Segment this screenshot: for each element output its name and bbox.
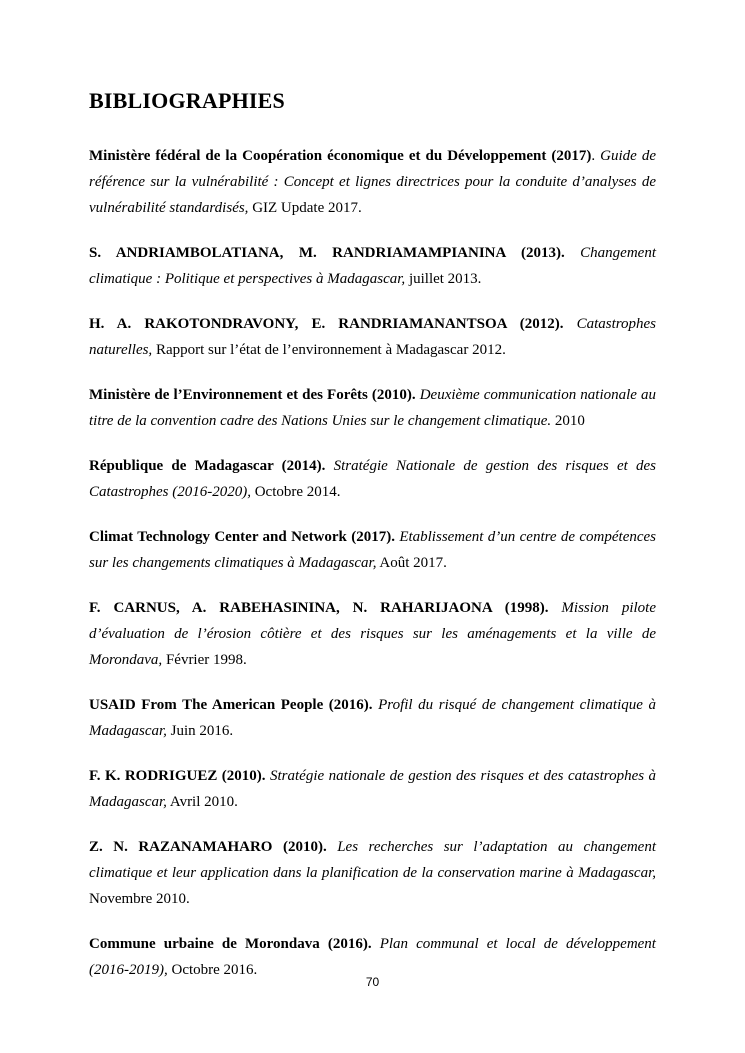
entry-title: Etablissement d’un centre de compétences sur les changements climatiques à Madagascar,	[89, 529, 657, 571]
entry-author: Ministère fédéral de la Coopération économique et du Développement (2017)	[89, 148, 592, 164]
entry-author: S. ANDRIAMBOLATIANA, M. RANDRIAMAMPIANINA (2013).	[89, 245, 565, 261]
entry-title: Catastrophes naturelles,	[89, 316, 657, 358]
bibliography-entry	[89, 382, 656, 434]
page-number: 70	[365, 975, 380, 989]
bibliography-entry	[89, 453, 656, 505]
entry-details: Octobre 2014.	[250, 484, 341, 500]
entry-author: F. CARNUS, A. RABEHASININA, N. RAHARIJAONA (1998).	[89, 600, 549, 616]
entry-author: Z. N. RAZANAMAHARO (2010).	[89, 839, 327, 855]
bibliography-entry	[89, 524, 656, 576]
entry-details: Novembre 2010.	[89, 891, 190, 907]
entry-details: Octobre 2016.	[167, 962, 258, 978]
entry-separator	[565, 245, 580, 261]
page-title: BIBLIOGRAPHIES	[89, 88, 285, 113]
bibliography-entry	[89, 311, 656, 363]
bibliography-list	[89, 143, 656, 983]
entry-details: Août 2017.	[376, 555, 447, 571]
entry-title: Changement climatique : Politique et perspectives à Madagascar,	[89, 245, 656, 287]
entry-title: Mission pilote d’évaluation de l’érosion côtière et des risques sur les aménagements et la ville de Morondava,	[89, 600, 657, 668]
entry-details: Février 1998.	[162, 652, 247, 668]
entry-separator	[325, 458, 333, 474]
entry-title: Les recherches sur l’adaptation au changement climatique et leur application dans la planification de la conservation marine à Madagascar,	[89, 839, 657, 881]
bibliography-entry	[89, 595, 656, 673]
entry-author: F. K. RODRIGUEZ (2010).	[89, 768, 266, 784]
entry-author: Commune urbaine de Morondava (2016).	[89, 936, 372, 952]
entry-separator	[549, 600, 562, 616]
entry-author: USAID From The American People (2016).	[89, 697, 373, 713]
entry-title: Stratégie Nationale de gestion des risques et des Catastrophes (2016-2020),	[89, 458, 656, 500]
entry-title: Plan communal et local de développement (2016-2019),	[89, 936, 656, 978]
entry-details: 2010	[551, 413, 585, 429]
bibliography-entry	[89, 143, 656, 221]
entry-author: République de Madagascar (2014).	[89, 458, 326, 474]
bibliography-entry	[89, 240, 656, 292]
entry-details: GIZ Update 2017.	[248, 200, 362, 216]
entry-author: Climat Technology Center and Network (2017).	[89, 529, 395, 545]
bibliography-entry	[89, 692, 656, 744]
bibliography-entry	[89, 834, 656, 912]
entry-title: Profil du risqué de changement climatique à Madagascar,	[89, 697, 656, 739]
entry-author: H. A. RAKOTONDRAVONY, E. RANDRIAMANANTSOA (2012).	[89, 316, 564, 332]
entry-separator: .	[591, 148, 601, 164]
entry-title: Guide de référence sur la vulnérabilité : Concept et lignes directrices pour la conduite d’analyses de vulnérabilité standardisés,	[89, 148, 656, 216]
entry-separator	[372, 936, 380, 952]
entry-separator	[563, 316, 576, 332]
entry-details: juillet 2013.	[405, 271, 482, 287]
entry-details: Rapport sur l’état de l’environnement à Madagascar 2012.	[152, 342, 506, 358]
bibliography-entry	[89, 763, 656, 815]
entry-author: Ministère de l’Environnement et des Forêts (2010).	[89, 387, 416, 403]
entry-title: Stratégie nationale de gestion des risques et des catastrophes à Madagascar,	[89, 768, 657, 810]
entry-details: Juin 2016.	[166, 723, 234, 739]
entry-details: Avril 2010.	[166, 794, 238, 810]
entry-separator	[327, 839, 338, 855]
entry-title: Deuxième communication nationale au titre de la convention cadre des Nations Unies sur le changement climatique.	[89, 387, 656, 429]
